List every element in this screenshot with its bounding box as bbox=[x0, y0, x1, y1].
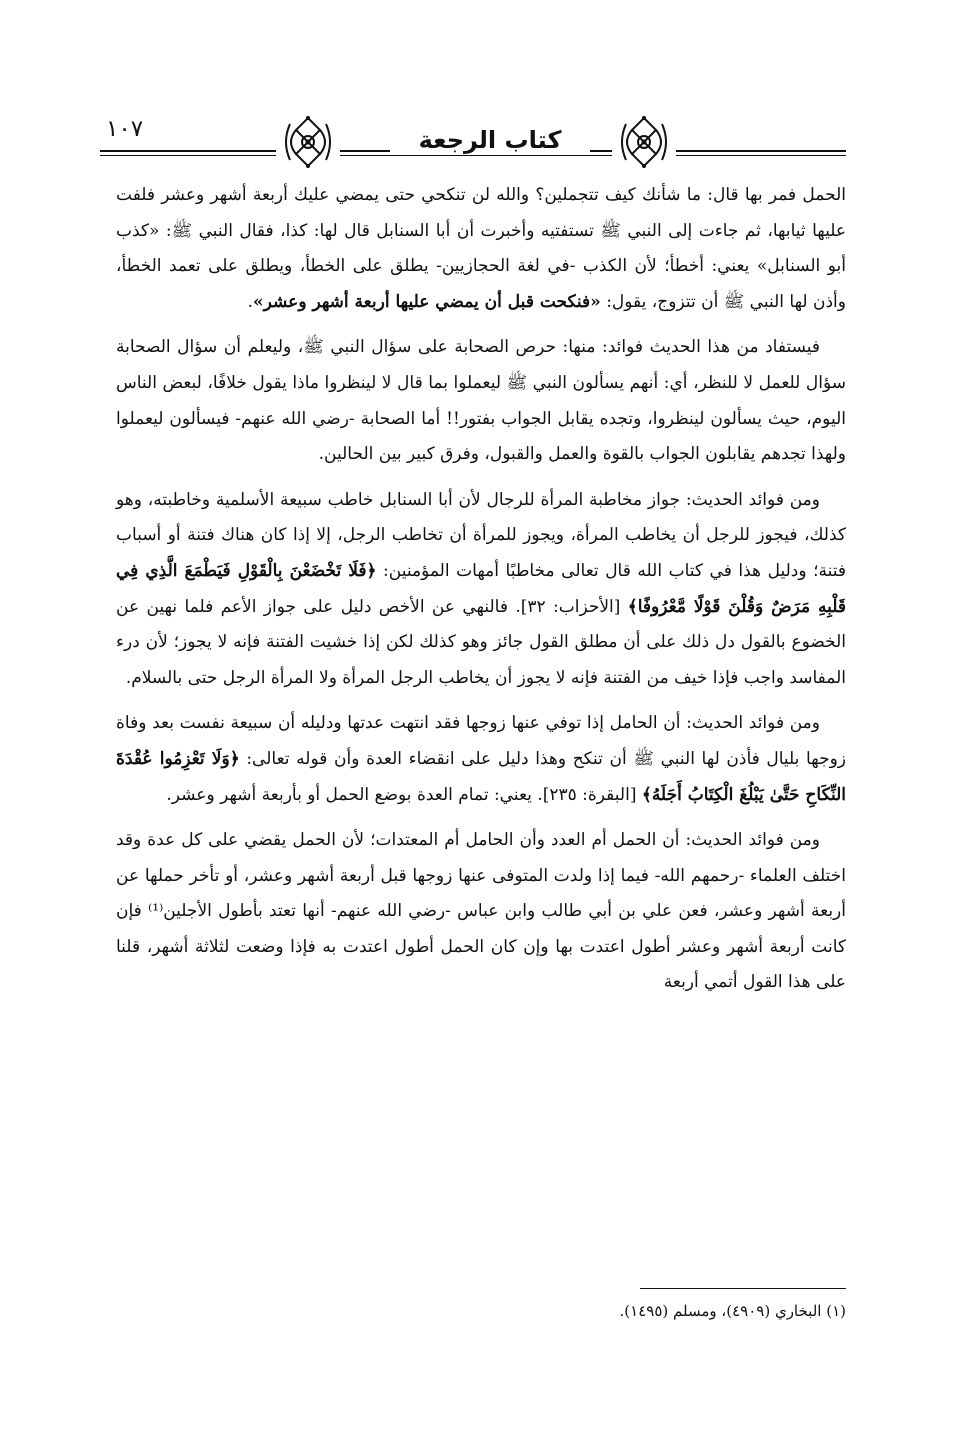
running-title: كتاب الرجعة bbox=[390, 126, 590, 154]
paragraph-text: ومن فوائد الحديث: أن الحمل أم العدد وأن الحامل أم المعتدات؛ لأن الحمل يقضي على كل عدة وقد اختلف العلماء -رحمهم الله- فيما إذا ولدت المتوفى عنها زوجها قبل أربعة أشهر وعشر، أو تأخر حملها عن أربعة أشهر وعشر، فعن علي بن أبي طالب وابن عباس -رضي الله عنهم- أنها تعتد بأطول الأجلين⁽¹⁾ فإن كانت أربعة أشهر وعشر أطول اعتدت بها وإن كان الحمل أطول اعتدت به فإذا وضعت لثلاثة أشهر، قلنا على هذا القول أتمي أربعة bbox=[116, 830, 846, 993]
header-rule-thin bbox=[100, 155, 846, 156]
ornament-left-icon bbox=[276, 112, 340, 172]
quran-verse: ﴿فَلَا تَخْضَعْنَ بِالْقَوْلِ فَيَطْمَعَ الَّذِي فِي قَلْبِهِ مَرَضٌ وَقُلْنَ قَوْلًا مَّعْرُوفًا﴾ bbox=[116, 560, 846, 617]
paragraph-5 bbox=[116, 823, 846, 1001]
paragraph-1 bbox=[116, 178, 846, 320]
paragraph-2 bbox=[116, 330, 846, 472]
paragraph-text: الحمل فمر بها قال: ما شأنك كيف تتجملين؟ والله لن تنكحي حتى يمضي عليك أربعة أشهر وعشر فلفت عليها ثيابها، ثم جاءت إلى النبي ﷺ تستفتيه وأخبرت أن أبا السنابل قال لها: كذا، فقال النبي ﷺ: «كذب أبو السنابل» يعني: أخطأ؛ لأن الكذب -في لغة الحجازيين- يطلق على الخطأ، ويطلق على تعمد الخطأ، وأذن لها النبي ﷺ أن تتزوج، يقول: bbox=[116, 185, 846, 312]
running-header bbox=[100, 112, 846, 172]
page-number: ١٠٧ bbox=[106, 116, 144, 142]
paragraph-4 bbox=[116, 706, 846, 813]
paragraph-text: [الأحزاب: ٣٢]. فالنهي عن الأخص دليل على جواز الأعم فلما نهين عن الخضوع بالقول دل ذلك على أن مطلق القول جائز وهو كذلك لكن إذا خشيت الفتنة فإنه لا يجوز؛ لأن درء المفاسد واجب فإذا خيف من الفتنة فإنه لا يجوز أن يخاطب الرجل المرأة ولا المرأة الرجل حتى بالسلام. bbox=[116, 596, 846, 688]
paragraph-text: ومن فوائد الحديث: جواز مخاطبة المرأة للرجال لأن أبا السنابل خاطب سبيعة الأسلمية وخاطبته، وهو كذلك، فيجوز للرجل أن يخاطب المرأة، ويجوز للمرأة أن تخاطب الرجل، إلا إذا كان هناك فتنة أو أسباب فتنة؛ ودليل هذا في كتاب الله قال تعالى مخاطبًا أمهات المؤمنين: bbox=[116, 489, 846, 581]
paragraph-text: فيستفاد من هذا الحديث فوائد: منها: حرص الصحابة على سؤال النبي ﷺ، وليعلم أن سؤال الصحابة سؤال للعمل لا للنظر، أي: أنهم يسألون النبي ﷺ ليعملوا بما قال لا لينظروا ماذا يقول خلافًا، لبعض الناس اليوم، حيث يسألون لينظروا، وتجده يقابل الجواب بفتور!! أما الصحابة -رضي الله عنهم- فيسألون ليعملوا ولهذا تجدهم يقابلون الجواب بالقوة والعمل والقبول، وفرق كبير بين الحالين. bbox=[116, 337, 846, 465]
quran-verse: ﴿وَلَا تَعْزِمُوا عُقْدَةَ النِّكَاحِ حَتَّىٰ يَبْلُغَ الْكِتَابُ أَجَلَهُ﴾ bbox=[116, 748, 846, 805]
paragraph-3 bbox=[116, 483, 846, 697]
paragraph-text: ومن فوائد الحديث: أن الحامل إذا توفي عنها زوجها فقد انتهت عدتها ودليله أن سبيعة نفست بعد وفاة زوجها بليال فأذن لها النبي ﷺ أن تنكح وهذا دليل على انقضاء العدة وأن قوله تعالى: bbox=[116, 713, 847, 769]
hadith-quote: «فنكحت قبل أن يمضي عليها أربعة أشهر وعشر» bbox=[253, 291, 601, 312]
footnote-rule bbox=[640, 1288, 846, 1289]
body-text bbox=[116, 178, 846, 1011]
footnote: (١) البخاري (٤٩٠٩)، ومسلم (١٤٩٥). bbox=[619, 1302, 846, 1320]
paragraph-text: [البقرة: ٢٣٥]. يعني: تمام العدة بوضع الحمل أو بأربعة أشهر وعشر. bbox=[166, 784, 642, 805]
paragraph-text: . bbox=[247, 291, 254, 312]
ornament-right-icon bbox=[612, 112, 676, 172]
